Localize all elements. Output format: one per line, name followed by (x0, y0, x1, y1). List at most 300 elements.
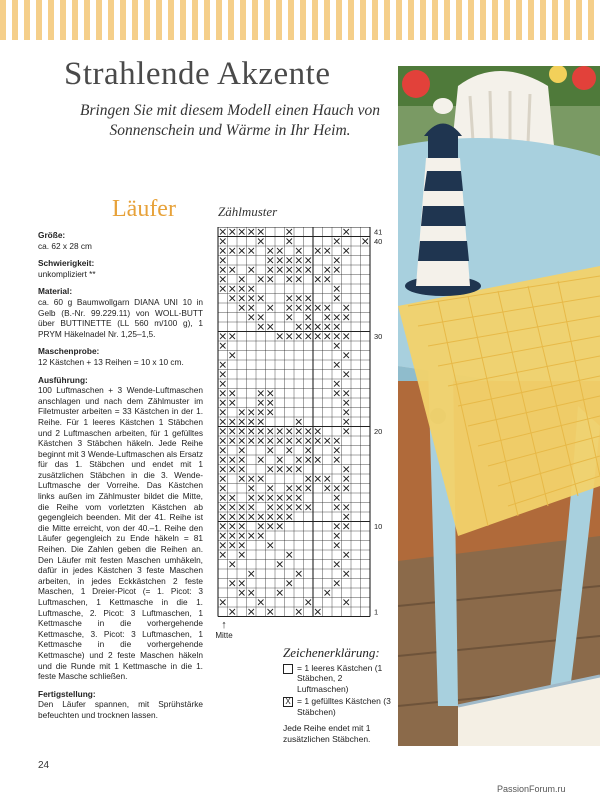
filled-cell-mark (315, 305, 321, 311)
filled-cell-mark (220, 286, 226, 292)
filled-box-icon: X (283, 697, 293, 707)
filled-cell-mark (230, 562, 236, 568)
filled-cell-mark (220, 533, 226, 539)
legend-empty (283, 663, 393, 695)
filled-cell-mark (334, 296, 340, 302)
filled-cell-mark (268, 486, 274, 492)
filled-cell-mark (344, 372, 350, 378)
filled-cell-mark (287, 277, 293, 283)
filled-cell-mark (277, 457, 283, 463)
filled-cell-mark (220, 343, 226, 349)
arrow-up-icon: ↑ (221, 619, 227, 631)
filled-cell-mark (306, 486, 312, 492)
filled-cell-mark (344, 505, 350, 511)
filled-cell-mark (249, 495, 255, 501)
filled-cell-mark (220, 400, 226, 406)
mitte-marker (212, 620, 236, 640)
block-finishing: Fertigstellung: Den Läufer spannen, mit Sprühstärke befeuchten und trocknen lassen. (38, 688, 203, 720)
legend-title: Zeichenerklärung: (283, 645, 380, 660)
filled-cell-mark (325, 248, 331, 254)
filled-cell-mark (249, 296, 255, 302)
filled-cell-mark (239, 429, 245, 435)
filled-cell-mark (315, 609, 321, 615)
legend-note: Jede Reihe endet mit 1 zusätzlichen Stäbchen. (283, 723, 371, 744)
filled-cell-mark (220, 277, 226, 283)
filled-cell-mark (239, 476, 245, 482)
filled-cell-mark (258, 229, 264, 235)
filled-cell-mark (325, 277, 331, 283)
filled-cell-mark (249, 476, 255, 482)
filled-cell-mark (315, 334, 321, 340)
filled-cell-mark (258, 296, 264, 302)
filled-cell-mark (287, 334, 293, 340)
filled-cell-mark (249, 305, 255, 311)
filled-cell-mark (230, 514, 236, 520)
filled-cell-mark (325, 324, 331, 330)
row-label: 1 (374, 607, 379, 617)
filled-cell-mark (287, 429, 293, 435)
filled-cell-mark (268, 609, 274, 615)
block-size: Größe: ca. 62 x 28 cm (38, 230, 92, 251)
filled-cell-mark (287, 505, 293, 511)
filled-cell-mark (239, 467, 245, 473)
filled-cell-mark (344, 552, 350, 558)
filled-cell-mark (287, 296, 293, 302)
filled-cell-mark (334, 448, 340, 454)
filled-cell-mark (239, 581, 245, 587)
filled-cell-mark (230, 419, 236, 425)
filled-cell-mark (325, 590, 331, 596)
filled-cell-mark (306, 305, 312, 311)
filled-cell-mark (258, 410, 264, 416)
filled-cell-mark (315, 476, 321, 482)
filled-cell-mark (306, 438, 312, 444)
filled-cell-mark (277, 267, 283, 273)
row-label: 41 (374, 227, 383, 237)
filled-cell-mark (230, 334, 236, 340)
filled-cell-mark (325, 315, 331, 321)
filled-cell-mark (249, 410, 255, 416)
filled-cell-mark (249, 486, 255, 492)
filled-cell-mark (344, 524, 350, 530)
filled-cell-mark (258, 315, 264, 321)
filled-cell-mark (334, 562, 340, 568)
filled-cell-mark (249, 286, 255, 292)
filled-cell-mark (220, 600, 226, 606)
filled-cell-mark (296, 495, 302, 501)
filled-cell-mark (230, 296, 236, 302)
filled-cell-mark (230, 400, 236, 406)
page-title: Strahlende Akzente (64, 56, 331, 92)
filled-cell-mark (344, 486, 350, 492)
filled-cell-mark (230, 505, 236, 511)
filled-cell-mark (249, 514, 255, 520)
filled-cell-mark (296, 429, 302, 435)
filled-cell-mark (315, 277, 321, 283)
filled-cell-mark (249, 571, 255, 577)
legend (283, 645, 393, 744)
filled-cell-mark (230, 229, 236, 235)
filled-cell-mark (220, 429, 226, 435)
filled-cell-mark (239, 296, 245, 302)
filled-cell-mark (268, 248, 274, 254)
filled-cell-mark (268, 524, 274, 530)
filled-cell-mark (220, 552, 226, 558)
filled-cell-mark (277, 467, 283, 473)
filled-cell-mark (239, 524, 245, 530)
row-label: 30 (374, 332, 383, 342)
filled-cell-mark (239, 277, 245, 283)
filled-cell-mark (239, 514, 245, 520)
filled-cell-mark (306, 267, 312, 273)
photo-illustration (398, 66, 600, 746)
filled-cell-mark (268, 448, 274, 454)
filled-cell-mark (334, 438, 340, 444)
filled-cell-mark (296, 609, 302, 615)
filled-cell-mark (296, 277, 302, 283)
filled-cell-mark (239, 286, 245, 292)
filled-cell-mark (239, 248, 245, 254)
filled-cell-mark (334, 505, 340, 511)
filled-cell-mark (287, 239, 293, 245)
filled-cell-mark (230, 533, 236, 539)
filled-cell-mark (277, 438, 283, 444)
filled-cell-mark (296, 438, 302, 444)
filled-cell-mark (296, 419, 302, 425)
filled-cell-mark (315, 324, 321, 330)
filled-cell-mark (277, 590, 283, 596)
filled-cell-mark (306, 600, 312, 606)
filled-cell-mark (334, 315, 340, 321)
filled-cell-mark (268, 467, 274, 473)
filled-cell-mark (344, 305, 350, 311)
filled-cell-mark (306, 324, 312, 330)
filled-cell-mark (277, 334, 283, 340)
filled-cell-mark (220, 438, 226, 444)
filled-cell-mark (239, 448, 245, 454)
filled-cell-mark (277, 514, 283, 520)
filled-cell-mark (239, 533, 245, 539)
filled-cell-mark (344, 419, 350, 425)
filled-cell-mark (306, 448, 312, 454)
filled-cell-mark (268, 277, 274, 283)
block-difficulty: Schwierigkeit: unkompliziert ** (38, 258, 96, 279)
filled-cell-mark (325, 476, 331, 482)
filled-cell-mark (277, 562, 283, 568)
filled-cell-mark (239, 590, 245, 596)
filled-cell-mark (325, 305, 331, 311)
filled-cell-mark (258, 600, 264, 606)
filled-cell-mark (363, 239, 369, 245)
filled-cell-mark (230, 495, 236, 501)
filled-cell-mark (230, 267, 236, 273)
filled-cell-mark (268, 267, 274, 273)
filled-cell-mark (306, 334, 312, 340)
filled-cell-mark (268, 324, 274, 330)
filled-cell-mark (268, 410, 274, 416)
filled-cell-mark (220, 457, 226, 463)
filled-cell-mark (325, 267, 331, 273)
chart-grid (218, 227, 370, 617)
filled-cell-mark (268, 400, 274, 406)
filled-cell-mark (268, 258, 274, 264)
filled-cell-mark (334, 286, 340, 292)
page-number: 24 (38, 760, 50, 771)
filled-cell-mark (296, 571, 302, 577)
filled-cell-mark (334, 524, 340, 530)
filled-cell-mark (296, 267, 302, 273)
filled-cell-mark (249, 315, 255, 321)
filled-cell-mark (220, 334, 226, 340)
filled-cell-mark (220, 410, 226, 416)
filled-cell-mark (230, 609, 236, 615)
row-label: 40 (374, 237, 383, 247)
filled-cell-mark (334, 457, 340, 463)
filled-cell-mark (296, 486, 302, 492)
filled-cell-mark (315, 457, 321, 463)
filled-cell-mark (249, 229, 255, 235)
filled-cell-mark (268, 543, 274, 549)
filled-cell-mark (258, 429, 264, 435)
filled-cell-mark (230, 391, 236, 397)
filled-cell-mark (258, 324, 264, 330)
filled-cell-mark (220, 486, 226, 492)
filled-cell-mark (239, 438, 245, 444)
filled-cell-mark (277, 495, 283, 501)
filled-cell-mark (249, 267, 255, 273)
filled-cell-mark (220, 524, 226, 530)
filled-cell-mark (220, 505, 226, 511)
filled-cell-mark (268, 514, 274, 520)
filled-cell-mark (258, 457, 264, 463)
filled-cell-mark (296, 305, 302, 311)
filled-cell-mark (306, 429, 312, 435)
filled-cell-mark (344, 600, 350, 606)
filled-cell-mark (287, 438, 293, 444)
filled-cell-mark (287, 258, 293, 264)
filled-cell-mark (287, 448, 293, 454)
filled-cell-mark (230, 353, 236, 359)
block-gauge: Maschenprobe: 12 Kästchen + 13 Reihen = 10 x 10 cm. (38, 346, 184, 367)
row-label: 10 (374, 522, 383, 532)
filled-cell-mark (296, 258, 302, 264)
filled-cell-mark (334, 381, 340, 387)
filled-cell-mark (344, 410, 350, 416)
filled-cell-mark (258, 533, 264, 539)
filled-cell-mark (220, 381, 226, 387)
filled-cell-mark (220, 448, 226, 454)
filled-cell-mark (296, 505, 302, 511)
instructions (38, 230, 203, 728)
filled-cell-mark (296, 296, 302, 302)
filled-cell-mark (249, 429, 255, 435)
filled-cell-mark (220, 476, 226, 482)
filled-cell-mark (306, 296, 312, 302)
filled-cell-mark (220, 239, 226, 245)
block-instructions: Ausführung: 100 Luftmaschen + 3 Wende-Luftmaschen anschlagen und nach dem Zählmuster im Filetmuster arbeiten = 33 Kästchen in der 1. Reihe. Für 1 leeres Kästchen 1 Stäbchen und 2 Luftmaschen arbeiten, für 1 gefülltes Kästchen 3 Stäbchen häkeln. Jede Reihe beginnt mit 3 Wende-Luftmaschen als Ersatz für das 1. Stäbchen und endet mit 1 zusätzlichen Stäbchen in die 3. Wende-Luftmasche der Vorreihe. Das Kästchen links außen im Zählmuster bildet die Mitte, die Reihe vom vorletzten Kästchen ab gegengleich beenden. Mit der 41. Reihe ist die Mitte erreicht, von der 40.–1. Reihe den Läufer gegengleich zu Ende häkeln = 81 Reihen. Die Zahlen geben die Reihen an. Den Läufer mit festen Maschen umhäkeln, dafür in jedes Kästchen 3 feste Maschen arbeiten, in jedes Eckkästchen 2 feste Maschen, 1 Dreier-Picot (= 1. Picot: 3 Luftmaschen, 1 Kettmasche in die 1. Luftmasche, 2. Picot: 3 Luftmaschen, 1 Kettmasche in die vorhergehende Kettmasche, 3. Picot: 3 Luftmaschen, 1 Kettmasche in die vorhergehende Kettmasche) und 2 feste Maschen häkeln und die Runde mit 1 Kettmasche in die 1. feste Masche schließen. (38, 374, 203, 682)
filled-cell-mark (230, 457, 236, 463)
filled-cell-mark (268, 391, 274, 397)
filled-cell-mark (344, 229, 350, 235)
filled-cell-mark (239, 229, 245, 235)
filled-cell-mark (220, 419, 226, 425)
filled-cell-mark (220, 514, 226, 520)
filled-cell-mark (344, 467, 350, 473)
filled-cell-mark (220, 229, 226, 235)
filled-cell-mark (258, 400, 264, 406)
filled-cell-mark (344, 315, 350, 321)
filled-cell-mark (268, 305, 274, 311)
chart-title: Zählmuster (218, 204, 278, 219)
filled-cell-mark (230, 467, 236, 473)
filled-cell-mark (239, 543, 245, 549)
filled-cell-mark (325, 486, 331, 492)
filled-cell-mark (334, 324, 340, 330)
legend-filled-text: = 1 gefülltes Kästchen (3 Stäbchen) (297, 696, 391, 717)
filled-cell-mark (344, 476, 350, 482)
filled-cell-mark (220, 258, 226, 264)
filled-cell-mark (334, 581, 340, 587)
filled-cell-mark (325, 334, 331, 340)
filled-cell-mark (258, 438, 264, 444)
filled-cell-mark (268, 438, 274, 444)
filled-cell-mark (220, 391, 226, 397)
filled-cell-mark (287, 467, 293, 473)
filled-cell-mark (258, 514, 264, 520)
section-title: Läufer (112, 196, 176, 222)
filled-cell-mark (239, 457, 245, 463)
filled-cell-mark (315, 438, 321, 444)
filled-cell-mark (344, 429, 350, 435)
filled-cell-mark (287, 581, 293, 587)
page-subtitle: Bringen Sie mit diesem Modell einen Hauch von Sonnenschein und Wärme in Ihr Heim. (79, 102, 381, 139)
filled-cell-mark (344, 353, 350, 359)
filled-cell-mark (334, 258, 340, 264)
filled-cell-mark (220, 543, 226, 549)
filled-cell-mark (220, 467, 226, 473)
filled-cell-mark (220, 362, 226, 368)
filled-cell-mark (334, 391, 340, 397)
watermark: PassionForum.ru (497, 784, 566, 794)
filled-cell-mark (287, 229, 293, 235)
filled-cell-mark (268, 429, 274, 435)
filled-cell-mark (258, 391, 264, 397)
filled-cell-mark (287, 315, 293, 321)
filled-cell-mark (296, 457, 302, 463)
row-label: 20 (374, 427, 383, 437)
filled-cell-mark (306, 505, 312, 511)
filled-cell-mark (258, 419, 264, 425)
filled-cell-mark (268, 495, 274, 501)
filled-cell-mark (344, 391, 350, 397)
filled-cell-mark (287, 305, 293, 311)
filled-cell-mark (334, 495, 340, 501)
filled-cell-mark (344, 334, 350, 340)
filled-cell-mark (296, 467, 302, 473)
filled-cell-mark (287, 486, 293, 492)
filled-cell-mark (277, 248, 283, 254)
legend-filled (283, 696, 393, 717)
filled-cell-mark (249, 609, 255, 615)
product-photo (398, 66, 600, 746)
filled-cell-mark (277, 524, 283, 530)
filled-cell-mark (268, 505, 274, 511)
filled-cell-mark (230, 429, 236, 435)
filled-cell-mark (220, 248, 226, 254)
filled-cell-mark (249, 533, 255, 539)
filled-cell-mark (296, 324, 302, 330)
chart-labels (374, 228, 382, 617)
filled-cell-mark (287, 514, 293, 520)
filled-cell-mark (306, 476, 312, 482)
filled-cell-mark (249, 438, 255, 444)
filled-cell-mark (287, 267, 293, 273)
filled-cell-mark (258, 495, 264, 501)
filled-cell-mark (230, 581, 236, 587)
filled-cell-mark (344, 248, 350, 254)
filled-cell-mark (315, 429, 321, 435)
filled-cell-mark (230, 543, 236, 549)
empty-box-icon (283, 664, 293, 674)
filled-cell-mark (334, 267, 340, 273)
filled-cell-mark (287, 495, 293, 501)
filled-cell-mark (230, 248, 236, 254)
filled-cell-mark (334, 334, 340, 340)
filled-cell-mark (239, 410, 245, 416)
filled-cell-mark (239, 505, 245, 511)
filled-cell-mark (325, 438, 331, 444)
filled-cell-mark (277, 429, 283, 435)
filled-cell-mark (249, 505, 255, 511)
filled-cell-mark (258, 277, 264, 283)
filled-cell-mark (220, 267, 226, 273)
filled-cell-mark (296, 334, 302, 340)
filled-cell-mark (334, 533, 340, 539)
filled-cell-mark (344, 400, 350, 406)
filled-cell-mark (277, 258, 283, 264)
filled-cell-mark (334, 239, 340, 245)
filled-cell-mark (239, 305, 245, 311)
filled-cell-mark (334, 543, 340, 549)
filled-cell-mark (344, 514, 350, 520)
filled-cell-mark (249, 248, 255, 254)
filled-cell-mark (230, 524, 236, 530)
filled-cell-mark (220, 495, 226, 501)
filled-cell-mark (306, 258, 312, 264)
filet-chart (217, 227, 397, 619)
filled-cell-mark (249, 590, 255, 596)
filled-cell-mark (334, 362, 340, 368)
filled-cell-mark (239, 552, 245, 558)
filled-cell-mark (230, 286, 236, 292)
header-stripes (0, 0, 600, 40)
filled-cell-mark (315, 248, 321, 254)
filled-cell-mark (334, 486, 340, 492)
filled-cell-mark (230, 438, 236, 444)
filled-cell-mark (249, 419, 255, 425)
block-material: Material: ca. 60 g Baumwollgarn DIANA UNI 10 in Gelb (B.-Nr. 99.229.11) von WOLL-BUTT über BUTTINETTE (LL 560 m/100 g), 1 PRYM Häkelnadel Nr. 1,25–1,5. (38, 286, 203, 339)
legend-empty-text: = 1 leeres Kästchen (1 Stäbchen, 2 Luftmaschen) (297, 662, 383, 694)
filled-cell-mark (239, 419, 245, 425)
filled-cell-mark (220, 372, 226, 378)
filled-cell-mark (334, 343, 340, 349)
filled-cell-mark (344, 571, 350, 577)
filled-cell-mark (277, 505, 283, 511)
filled-cell-mark (258, 524, 264, 530)
mitte-label: Mitte (215, 631, 233, 640)
filled-cell-mark (306, 315, 312, 321)
filled-cell-mark (296, 248, 302, 254)
